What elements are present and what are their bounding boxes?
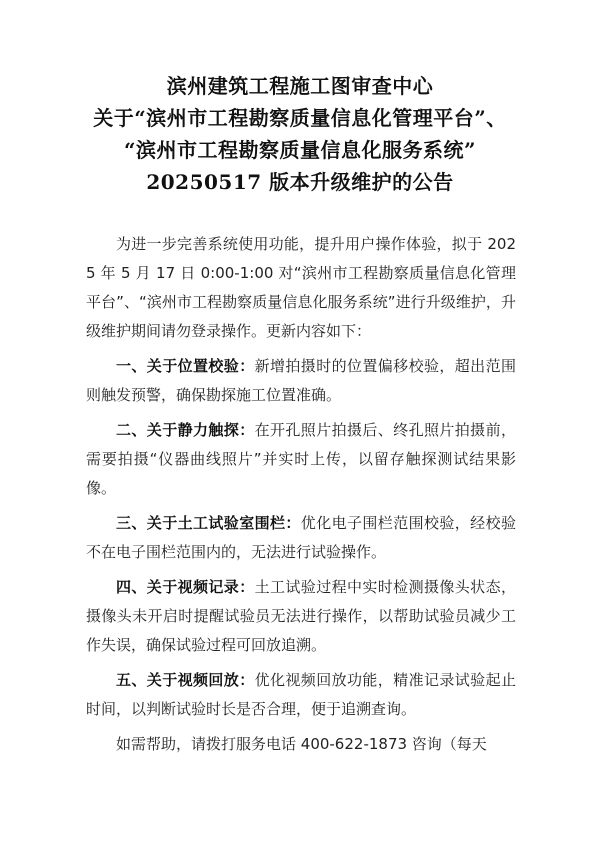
item-paragraph-1 <box>86 352 516 410</box>
item-paragraph-5 <box>86 666 516 724</box>
item-paragraph-3 <box>86 509 516 567</box>
announcement-title <box>0 70 600 198</box>
item-text: 土工试验过程中实时检测摄像头状态，摄像头未开启时提醒试验员无法进行操作，以帮助试验员减少工作失误，确保试验过程可回放追溯。 <box>86 578 516 654</box>
title-line-platform: 关于“滨州市工程勘察质量信息化管理平台”、 <box>93 106 507 130</box>
item-heading: 一、关于位置校验： <box>116 357 255 375</box>
item-text: 新增拍摄时的位置偏移校验，超出范围则触发预警，确保勘探施工位置准确。 <box>86 357 516 404</box>
item-text: 在开孔照片拍摄后、终孔照片拍摄前，需要拍摄“仪器曲线照片”并实时上传，以留存触探测试结果影像。 <box>86 421 516 497</box>
item-heading: 四、关于视频记录： <box>116 578 255 596</box>
title-line-organization: 滨州建筑工程施工图审查中心 <box>166 74 434 98</box>
item-heading: 五、关于视频回放： <box>116 671 255 689</box>
item-heading: 三、关于土工试验室围栏： <box>116 514 301 532</box>
intro-paragraph: 为进一步完善系统使用功能，提升用户操作体验，拟于 2025 年 5 月 17 日 0:00-1:00 对“滨州市工程勘察质量信息化管理平台”、“滨州市工程勘察质量信息化服务系统”进行升级维护，升级维护期间请勿登录操作。更新内容如下： <box>86 235 516 340</box>
announcement-body <box>86 230 516 759</box>
title-line-version: 20250517 版本升级维护的公告 <box>146 170 454 194</box>
item-paragraph-4 <box>86 573 516 660</box>
item-text: 优化视频回放功能，精准记录试验起止时间，以判断试验时长是否合理，便于追溯查询。 <box>86 671 516 718</box>
item-heading: 二、关于静力触探： <box>116 421 255 439</box>
item-paragraph-2 <box>86 416 516 503</box>
title-line-system: “滨州市工程勘察质量信息化服务系统” <box>123 138 476 162</box>
closing-paragraph: 如需帮助，请拨打服务电话 400-622-1873 咨询（每天 <box>116 735 487 753</box>
item-text: 优化电子围栏范围校验，经校验不在电子围栏范围内的，无法进行试验操作。 <box>86 514 516 561</box>
